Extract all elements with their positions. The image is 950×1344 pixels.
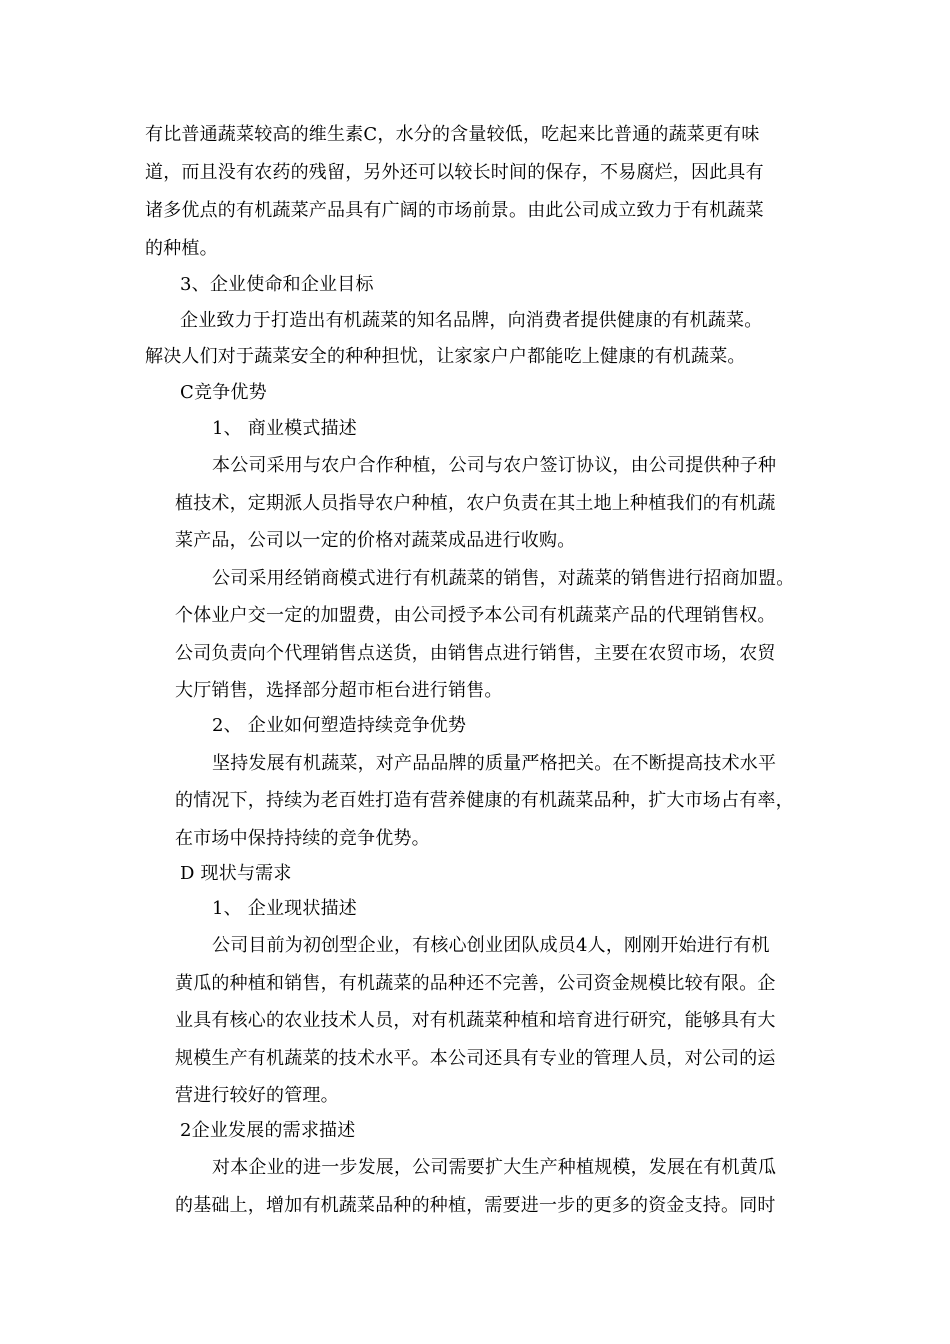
paragraph-line: 公司目前为初创型企业，有核心创业团队成员4人，刚刚开始进行有机 xyxy=(212,935,770,956)
paragraph-line: 有比普通蔬菜较高的维生素C，水分的含量较低，吃起来比普通的蔬菜更有味 xyxy=(145,124,760,145)
paragraph-line: 坚持发展有机蔬菜，对产品品牌的质量严格把关。在不断提高技术水平 xyxy=(212,753,777,774)
paragraph-line: 黄瓜的种植和销售，有机蔬菜的品种还不完善，公司资金规模比较有限。企 xyxy=(175,973,776,994)
paragraph-line: 植技术，定期派人员指导农户种植，农户负责在其土地上种植我们的有机蔬 xyxy=(175,493,776,514)
paragraph-line: 个体业户交一定的加盟费，由公司授予本公司有机蔬菜产品的代理销售权。 xyxy=(175,605,776,626)
subsection-heading: 1、 企业现状描述 xyxy=(212,898,357,919)
paragraph-line: 企业致力于打造出有机蔬菜的知名品牌，向消费者提供健康的有机蔬菜。 xyxy=(180,310,763,331)
paragraph-line: 道，而且没有农药的残留，另外还可以较长时间的保存，不易腐烂，因此具有 xyxy=(145,162,764,183)
paragraph-line: 大厅销售，选择部分超市柜台进行销售。 xyxy=(175,680,503,701)
paragraph-line: 公司负责向个代理销售点送货，由销售点进行销售，主要在农贸市场，农贸 xyxy=(175,643,776,664)
section-heading: C竞争优势 xyxy=(180,382,267,403)
paragraph-line: 的情况下，持续为老百姓打造有营养健康的有机蔬菜品种，扩大市场占有率， xyxy=(175,790,794,811)
paragraph-line: 菜产品，公司以一定的价格对蔬菜成品进行收购。 xyxy=(175,530,576,551)
paragraph-line: 业具有核心的农业技术人员，对有机蔬菜种植和培育进行研究，能够具有大 xyxy=(175,1010,776,1031)
paragraph-line: 的基础上，增加有机蔬菜品种的种植，需要进一步的更多的资金支持。同时 xyxy=(175,1195,776,1216)
section-heading: 3、企业使命和企业目标 xyxy=(180,274,374,295)
section-heading: D 现状与需求 xyxy=(180,863,292,884)
paragraph-line: 解决人们对于蔬菜安全的种种担忧，让家家户户都能吃上健康的有机蔬菜。 xyxy=(145,346,746,367)
paragraph-line: 诸多优点的有机蔬菜产品具有广阔的市场前景。由此公司成立致力于有机蔬菜 xyxy=(145,200,764,221)
paragraph-line: 公司采用经销商模式进行有机蔬菜的销售，对蔬菜的销售进行招商加盟。 xyxy=(212,568,795,589)
subsection-heading: 2、 企业如何塑造持续竞争优势 xyxy=(212,715,467,736)
paragraph-line: 的种植。 xyxy=(145,238,218,259)
subsection-heading: 1、 商业模式描述 xyxy=(212,418,357,439)
paragraph-line: 本公司采用与农户合作种植，公司与农户签订协议，由公司提供种子种 xyxy=(212,455,777,476)
section-heading: 2企业发展的需求描述 xyxy=(180,1120,356,1141)
paragraph-line: 对本企业的进一步发展，公司需要扩大生产种植规模，发展在有机黄瓜 xyxy=(212,1157,777,1178)
paragraph-line: 营进行较好的管理。 xyxy=(175,1085,339,1106)
paragraph-line: 在市场中保持持续的竞争优势。 xyxy=(175,828,430,849)
paragraph-line: 规模生产有机蔬菜的技术水平。本公司还具有专业的管理人员，对公司的运 xyxy=(175,1048,776,1069)
